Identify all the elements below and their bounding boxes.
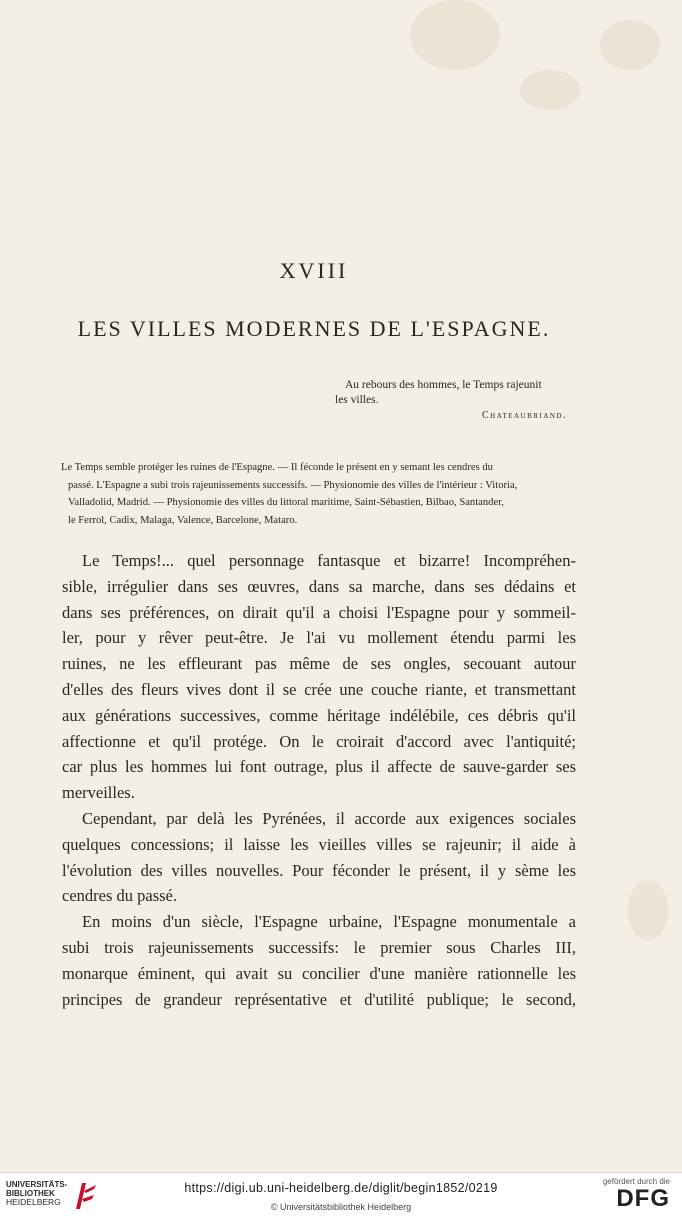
- text-line: Le Temps!... quel personnage fantasque et bizarre! Incompréhen-: [82, 551, 576, 570]
- epigraph-author: Chateaubriand.: [481, 410, 567, 421]
- text-line: dans ses préférences, on dirait qu'il a choisi l'Espagne pour y sommeil-: [62, 602, 576, 622]
- text-line: merveilles.: [62, 783, 135, 803]
- chapter-summary: [55, 459, 573, 529]
- text-line: quelques concessions; il laisse les vieilles villes se rajeunir; il aide à: [62, 834, 576, 854]
- text-line: affectionne et qu'il protége. On le croirait d'accord avec l'antiquité;: [62, 731, 576, 751]
- paper-stain: [628, 880, 668, 940]
- summary-line: Le Temps semble protéger les ruines de l'Espagne. — Il féconde le présent en y semant les cendres du: [61, 462, 493, 473]
- text-line: l'évolution des villes nouvelles. Pour féconder le présent, il y sème les: [62, 860, 576, 880]
- text-line: d'elles des fleurs vives dont il se crée une couche riante, et transmettant: [62, 679, 576, 699]
- epigraph: [335, 378, 575, 423]
- text-line: aux générations successives, comme héritage indélébile, ces débris qu'il: [62, 705, 576, 725]
- text-line: principes de grandeur représentative et d'utilité publique; le second,: [62, 989, 576, 1009]
- chapter-title: LES VILLES MODERNES DE L'ESPAGNE.: [77, 316, 551, 341]
- text-line: sible, irrégulier dans ses œuvres, dans sa marche, dans ses dédains et: [62, 576, 576, 596]
- copyright-notice: © Universitätsbibliothek Heidelberg: [270, 1202, 412, 1212]
- summary-line: le Ferrol, Cadix, Malaga, Valence, Barcelone, Mataro.: [68, 514, 298, 526]
- page-url-link[interactable]: https://digi.ub.uni-heidelberg.de/diglit/begin1852/0219: [184, 1181, 498, 1195]
- dfg-logo[interactable]: [600, 1177, 670, 1212]
- viewer-footer: [0, 1172, 682, 1220]
- text-line: En moins d'un siècle, l'Espagne urbaine, l'Espagne monumentale a: [82, 912, 576, 932]
- text-line: Cependant, par delà les Pyrénées, il accorde aux exigences sociales: [82, 808, 576, 828]
- dfg-caption: gefördert durch die: [602, 1177, 670, 1186]
- text-line: monarque éminent, qui avait su concilier d'une manière rationnelle les: [62, 963, 576, 983]
- text-line: subi trois rajeunissements successifs: le premier sous Charles III,: [62, 937, 576, 957]
- summary-line: Valladolid, Madrid. — Physionomie des villes du littoral maritime, Saint-Sébastien, Bilbao, Santander,: [68, 497, 504, 508]
- library-name-line: UNIVERSITÄTS-: [6, 1180, 68, 1189]
- paper-stain: [600, 20, 660, 70]
- text-line: ruines, ne les effleurant pas même de ses ongles, secouant autour: [62, 654, 576, 674]
- paper-stain: [520, 70, 580, 110]
- body-text: [62, 548, 576, 1012]
- text-line: car plus les hommes lui font outrage, plus il affecte de sauve-garder ses: [62, 757, 576, 777]
- dfg-wordmark: DFG: [616, 1185, 670, 1212]
- epigraph-line: les villes.: [335, 394, 379, 406]
- library-name-line: HEIDELBERG: [6, 1197, 61, 1207]
- summary-line: passé. L'Espagne a subi trois rajeunissements successifs. — Physionomie des villes de l'intérieur : Vitoria,: [68, 479, 518, 491]
- epigraph-line: Au rebours des hommes, le Temps rajeunit: [345, 379, 542, 391]
- text-line: cendres du passé.: [62, 886, 178, 906]
- library-name-line: BIBLIOTHEK: [6, 1189, 55, 1198]
- chapter-number: XVIII: [279, 258, 349, 283]
- text-line: ler, pour y rêver peut-être. Je l'ai vu mollement étendu parmi les: [62, 628, 576, 648]
- paper-stain: [410, 0, 500, 70]
